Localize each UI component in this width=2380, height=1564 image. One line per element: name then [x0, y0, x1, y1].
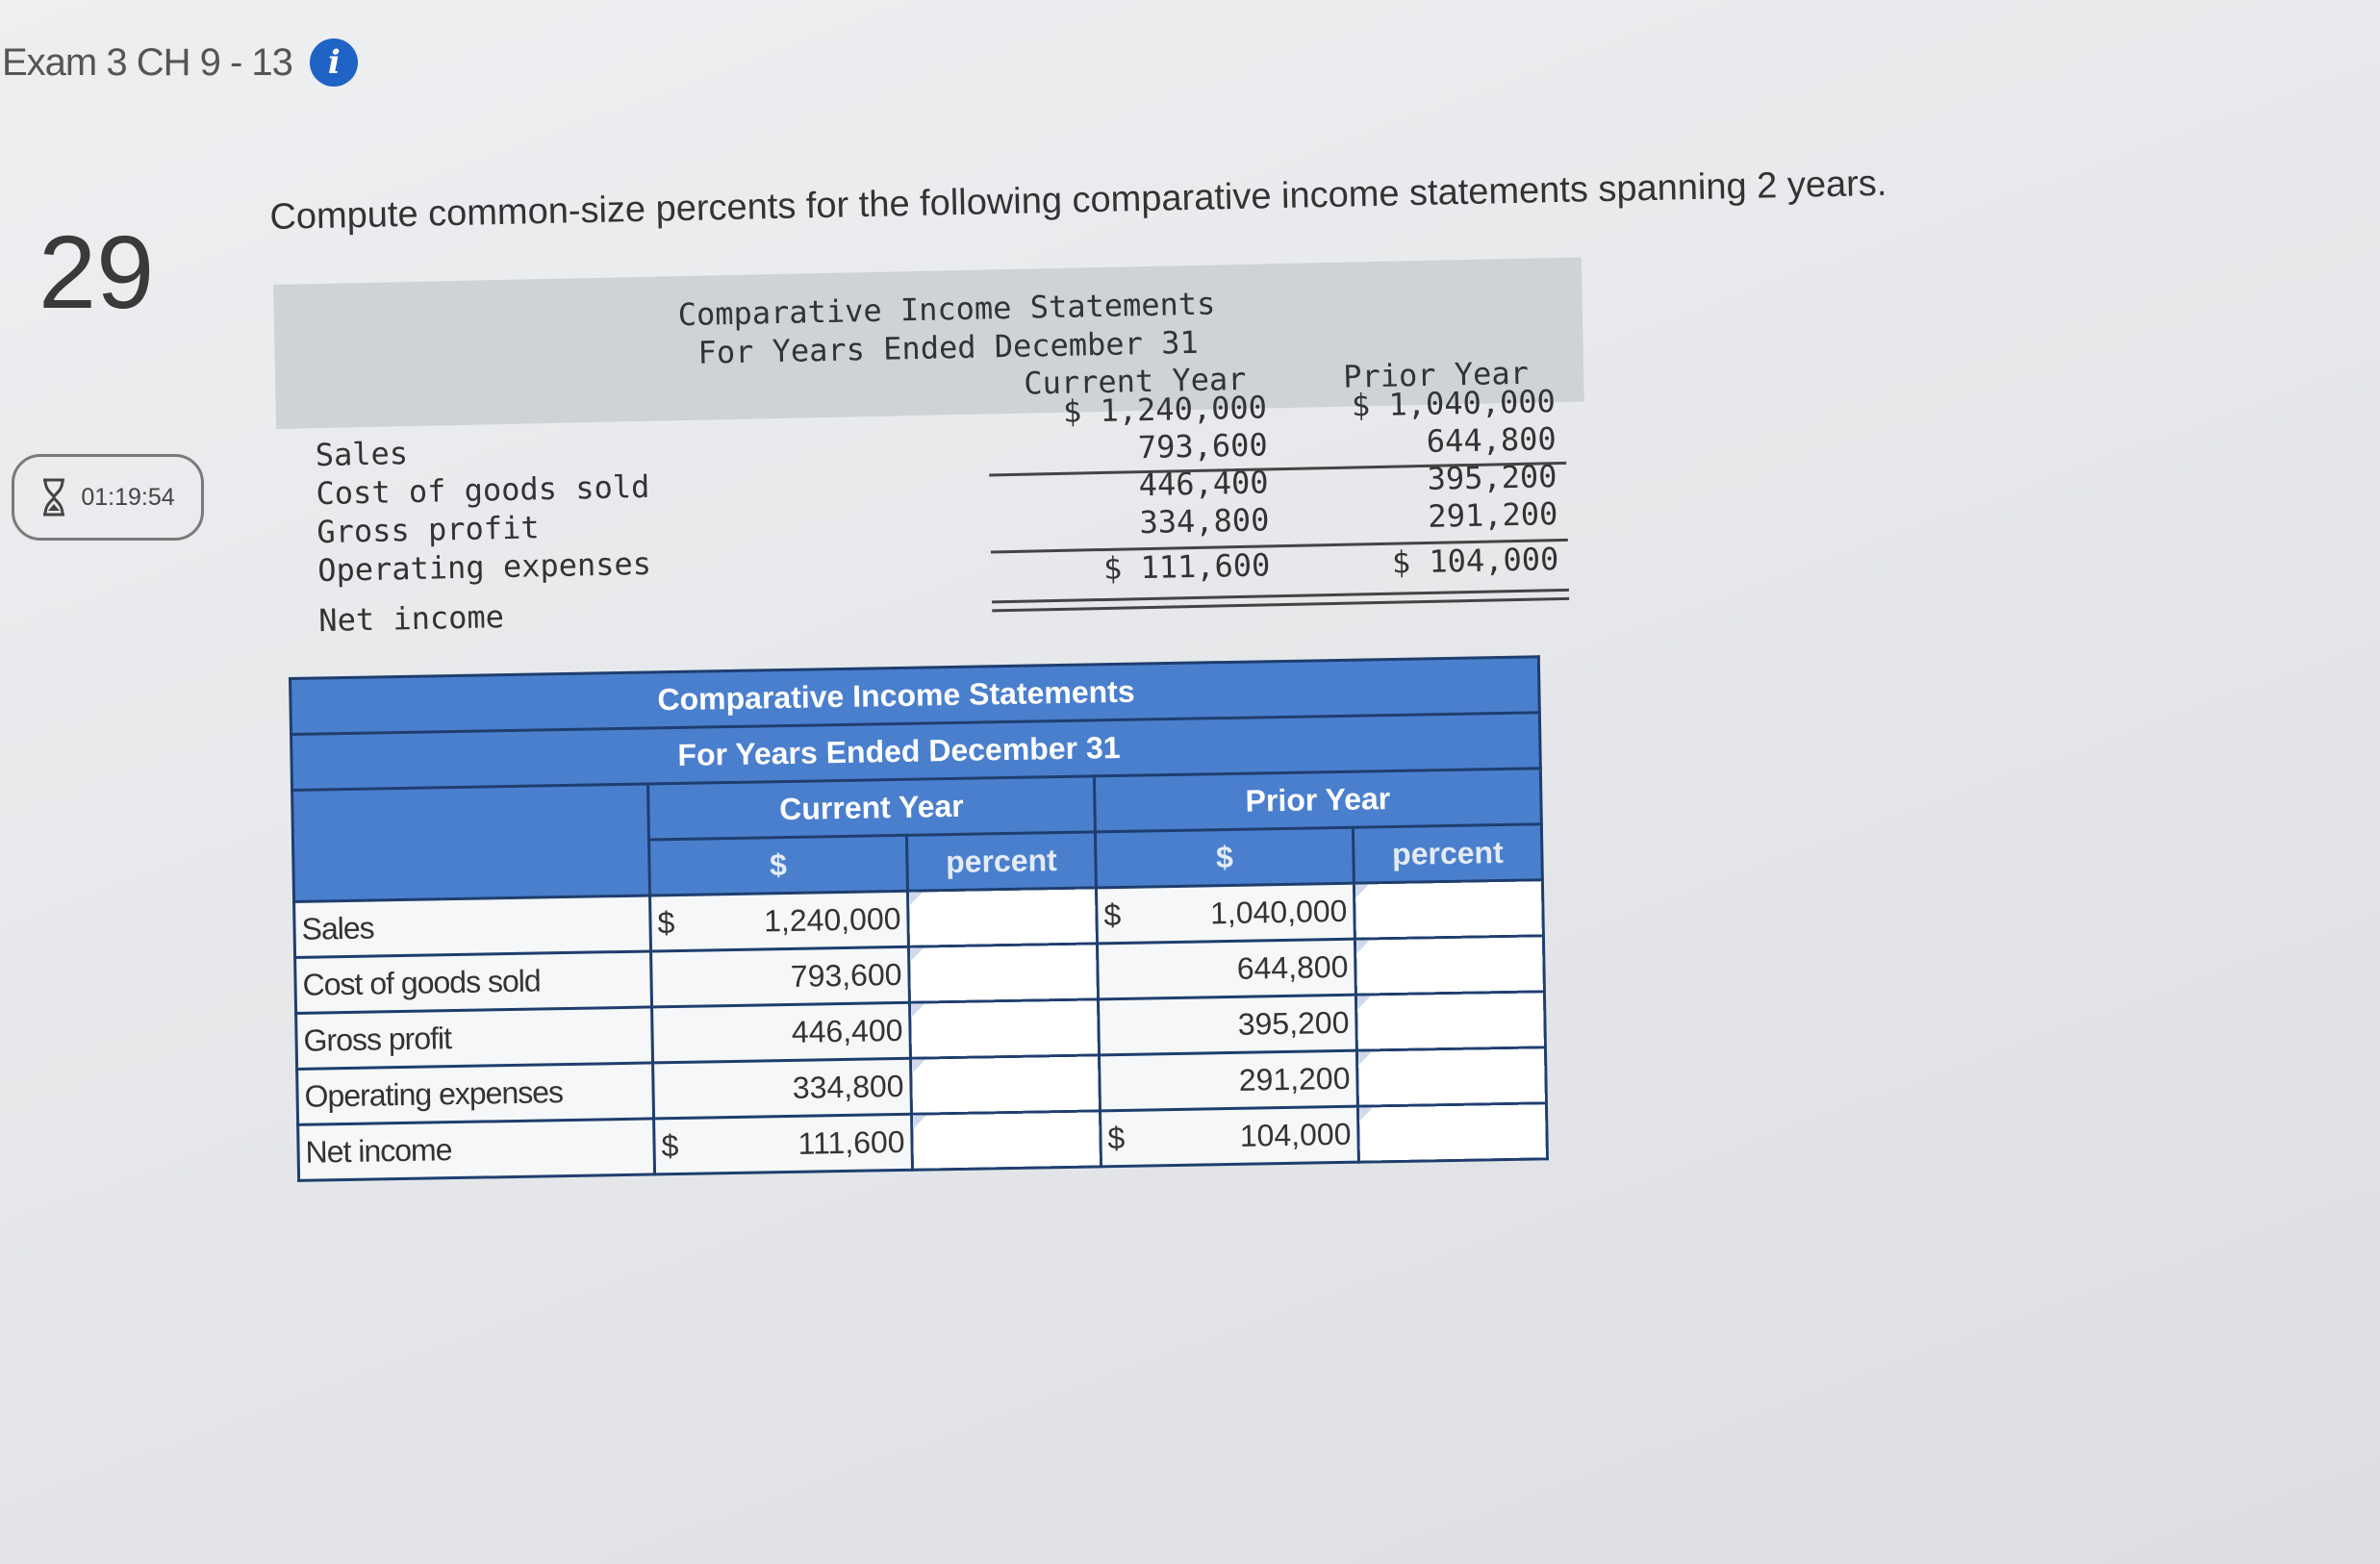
- currency-symbol: [1106, 1065, 1107, 1100]
- current-percent-operating-expenses-field[interactable]: [918, 1056, 1093, 1112]
- answer-sub-dollar-prior: $: [1095, 827, 1354, 888]
- amount-value: 446,400: [791, 1012, 903, 1049]
- prior-percent-sales-field[interactable]: [1361, 881, 1536, 937]
- prior-amount-cogs: [1097, 939, 1355, 999]
- ref-label-cogs: Cost of goods sold: [316, 467, 650, 513]
- current-percent-sales-input[interactable]: [907, 888, 1097, 946]
- amount-value: 644,800: [1236, 948, 1349, 986]
- current-percent-sales-field[interactable]: [915, 890, 1090, 946]
- ref-label-gross-profit: Gross profit: [316, 509, 540, 551]
- currency-symbol: [658, 961, 659, 996]
- exam-title: [2, 38, 358, 87]
- currency-symbol: [660, 1072, 661, 1108]
- currency-symbol: $: [1103, 896, 1122, 933]
- currency-symbol: $: [661, 1128, 679, 1164]
- ref-cur-sales: $ 1,240,000: [1062, 389, 1268, 430]
- current-percent-cogs-field[interactable]: [916, 946, 1091, 1001]
- ref-cur-operating-expenses: 334,800: [1139, 501, 1270, 542]
- currency-symbol: $: [657, 905, 675, 941]
- prior-percent-gross-profit-field[interactable]: [1363, 993, 1538, 1048]
- answer-corner-cell: [292, 784, 650, 901]
- answer-col-prior: Prior Year: [1094, 769, 1541, 832]
- current-percent-gross-profit-field[interactable]: [917, 1000, 1092, 1056]
- ref-cur-net-income: $ 111,600: [1102, 546, 1271, 587]
- timer-value: 01:19:54: [81, 483, 175, 511]
- prior-amount-net-income: [1100, 1106, 1358, 1167]
- prior-percent-cogs-field[interactable]: [1362, 937, 1537, 993]
- row-label-gross-profit: Gross profit: [296, 1007, 653, 1069]
- exam-title-text: Exam 3 CH 9 - 13: [2, 40, 292, 84]
- ref-label-operating-expenses: Operating expenses: [316, 544, 652, 590]
- amount-value: 111,600: [798, 1123, 905, 1161]
- hourglass-icon: [40, 478, 67, 517]
- amount-value: 1,040,000: [1209, 893, 1348, 931]
- row-label-sales: Sales: [294, 896, 651, 957]
- current-amount-operating-expenses: [653, 1058, 912, 1119]
- answer-sub-percent-current: percent: [906, 832, 1096, 891]
- prior-amount-sales: [1096, 883, 1355, 944]
- current-amount-sales: [650, 891, 909, 951]
- current-amount-cogs: [651, 946, 910, 1007]
- ref-label-sales: Sales: [315, 435, 409, 474]
- ref-pri-cogs: 644,800: [1426, 420, 1557, 460]
- currency-symbol: [659, 1017, 660, 1052]
- current-percent-cogs-input[interactable]: [908, 944, 1098, 1002]
- info-icon[interactable]: i: [310, 38, 358, 87]
- prior-amount-gross-profit: [1098, 995, 1356, 1055]
- amount-value: 334,800: [792, 1068, 904, 1105]
- row-label-operating-expenses: Operating expenses: [297, 1063, 654, 1124]
- prior-percent-net-income-field[interactable]: [1365, 1104, 1540, 1160]
- reference-prior-values: [1314, 383, 1558, 583]
- prior-percent-sales-input[interactable]: [1354, 880, 1543, 939]
- prior-percent-cogs-input[interactable]: [1355, 936, 1544, 995]
- reference-labels: [315, 429, 652, 640]
- current-percent-net-income-input[interactable]: [912, 1111, 1101, 1170]
- current-amount-net-income: [654, 1114, 913, 1174]
- prior-percent-gross-profit-input[interactable]: [1355, 992, 1545, 1050]
- timer[interactable]: [12, 454, 204, 541]
- amount-value: 793,600: [790, 956, 902, 994]
- ref-pri-gross-profit: 395,200: [1427, 458, 1557, 497]
- current-percent-operating-expenses-input[interactable]: [911, 1055, 1101, 1114]
- reference-statement: [273, 258, 1588, 641]
- currency-symbol: [1104, 953, 1105, 989]
- reference-title: Comparative Income Statements: [677, 285, 1216, 334]
- answer-table: [289, 655, 1549, 1182]
- ref-cur-cogs: 793,600: [1137, 426, 1269, 467]
- answer-col-current: Current Year: [647, 776, 1095, 840]
- currency-symbol: $: [1107, 1120, 1126, 1156]
- question-prompt: Compute common-size percents for the following comparative income statements spanning 2 years.: [269, 163, 1887, 238]
- prior-percent-net-income-input[interactable]: [1357, 1103, 1547, 1162]
- reference-col-current: Current Year: [1023, 360, 1247, 402]
- answer-title: Comparative Income Statements: [291, 657, 1540, 735]
- row-label-cogs: Cost of goods sold: [295, 951, 652, 1013]
- ref-pri-net-income: $ 104,000: [1391, 541, 1559, 581]
- question-number: 29: [38, 214, 155, 330]
- amount-value: 1,240,000: [763, 900, 901, 939]
- answer-sub-dollar-current: $: [649, 835, 908, 896]
- ref-pri-operating-expenses: 291,200: [1428, 495, 1558, 535]
- reference-subtitle: For Years Ended December 31: [697, 323, 1200, 371]
- currency-symbol: [1105, 1009, 1106, 1045]
- amount-value: 291,200: [1238, 1060, 1351, 1097]
- answer-subtitle: For Years Ended December 31: [291, 713, 1541, 791]
- prior-percent-operating-expenses-field[interactable]: [1364, 1048, 1539, 1104]
- row-label-net-income: Net income: [298, 1119, 655, 1180]
- ref-pri-sales: $ 1,040,000: [1351, 383, 1557, 424]
- current-amount-gross-profit: [652, 1002, 911, 1063]
- ref-label-net-income: Net income: [317, 598, 505, 640]
- answer-sub-percent-prior: percent: [1353, 824, 1542, 883]
- ref-cur-gross-profit: 446,400: [1138, 464, 1269, 504]
- current-percent-net-income-field[interactable]: [919, 1112, 1094, 1168]
- amount-value: 395,200: [1237, 1004, 1350, 1042]
- prior-amount-operating-expenses: [1099, 1050, 1357, 1111]
- reference-col-prior: Prior Year: [1342, 354, 1530, 395]
- prior-percent-operating-expenses-input[interactable]: [1356, 1047, 1546, 1106]
- reference-heading: [677, 284, 1216, 372]
- total-double-rule: [992, 589, 1569, 613]
- current-percent-gross-profit-input[interactable]: [910, 999, 1100, 1058]
- amount-value: 104,000: [1239, 1116, 1352, 1153]
- reference-current-values: [1026, 389, 1271, 589]
